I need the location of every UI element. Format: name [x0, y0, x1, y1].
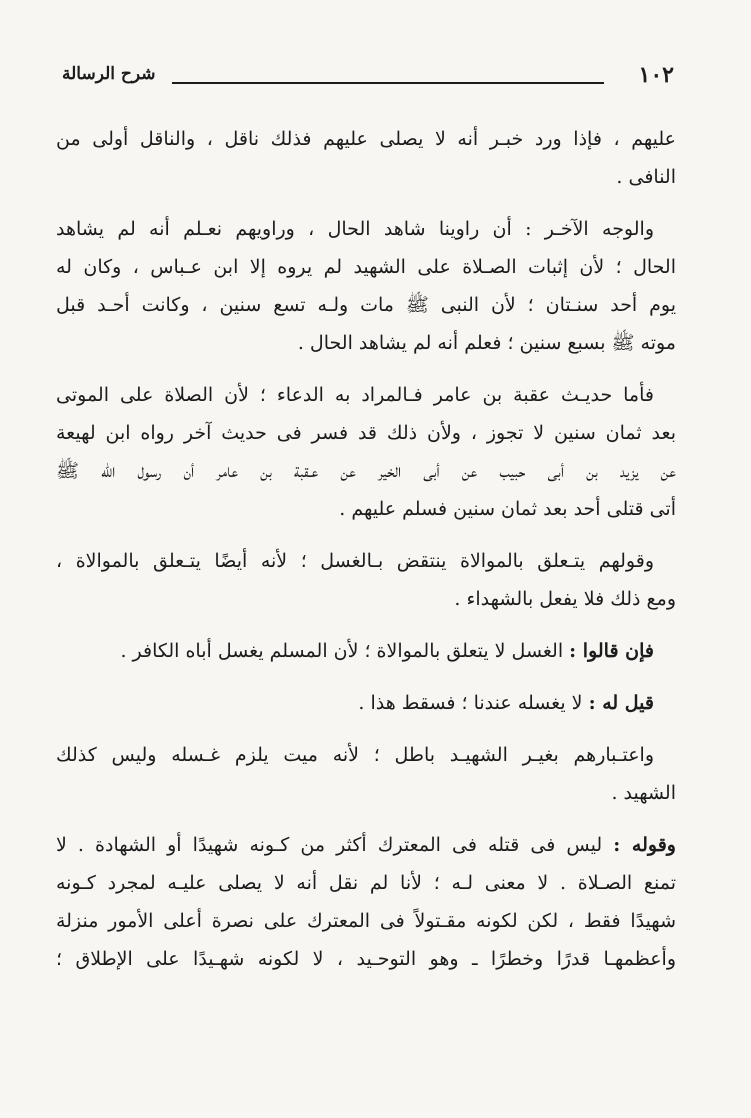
text-line: واعتـبارهم بغيـر الشهيـد باطل ؛ لأنه ميت يلزم غـسله وليس كذلك — [56, 744, 654, 766]
text-line: النافى . — [616, 166, 676, 188]
text-line: موته ﷺ بسبع سنين ؛ فعلم أنه لم يشاهد الحال . — [297, 332, 676, 354]
lead-phrase: قيل له : — [588, 692, 654, 714]
paragraph-8 — [56, 826, 676, 978]
text-line: بعد ثمان سنين لا تجوز ، ولأن ذلك قد فسر فى حديث آخر رواه ابن لهيعة — [56, 422, 676, 444]
text-line — [56, 632, 676, 670]
paragraph-3 — [56, 376, 676, 528]
paragraph-6 — [56, 684, 676, 722]
page-body — [56, 120, 676, 992]
text-line — [56, 826, 676, 864]
text-line: الشهيد . — [611, 782, 676, 804]
text-line: يوم أحد سنـتان ؛ لأن النبى ﷺ مات ولـه تسع سنين ، وكانت أحـد قبل — [56, 294, 676, 316]
text-line: أتى قتلى أحد بعد ثمان سنين فسلم عليهم . — [339, 498, 676, 520]
text-line — [56, 684, 676, 722]
text-line: شهيدًا فقط ، لكن لكونه مقـتولاً فى المعترك على نصرة أعلى الأمور منزلة — [56, 910, 676, 932]
text-line: والوجه الآخـر : أن راوينا شاهد الحال ، وراويهم نعـلم أنه لم يشاهد — [56, 218, 654, 240]
text-line: تمنع الصـلاة . لا معنى لـه ؛ لأنا لم نقل أنه لا يصلى عليـه لمجرد كـونه — [56, 872, 676, 894]
text-line: الحال ؛ لأن إثبات الصـلاة على الشهيد لم يروه إلا ابن عـباس ، وكان له — [56, 256, 676, 278]
text-line: وقولهم يتـعلق بالموالاة ينتقض بـالغسل ؛ لأنه أيضًا يتـعلق بالموالاة ، — [56, 550, 654, 572]
text-line: وأعظمهـا قدرًا وخطرًا ـ وهو التوحـيد ، لا لكونه شهـيدًا على الإطلاق ؛ — [56, 948, 676, 970]
lead-phrase: وقوله : — [613, 834, 676, 856]
text-line: ومع ذلك فلا يفعل بالشهداء . — [454, 588, 676, 610]
page-header — [62, 62, 674, 96]
line-text: ليس فى قتله فى المعترك أكثر من كـونه شهيدًا أو الشهادة . لا — [56, 834, 603, 856]
paragraph-5 — [56, 632, 676, 670]
running-title: شرح الرسالة — [62, 64, 156, 84]
line-text: الغسل لا يتعلق بالموالاة ؛ لأن المسلم يغسل أباه الكافر . — [120, 640, 564, 662]
paragraph-7 — [56, 736, 676, 812]
page-number: ١٠٢ — [638, 62, 674, 88]
lead-phrase: فإن قالوا : — [569, 640, 654, 662]
paragraph-2 — [56, 210, 676, 362]
text-line: عليهم ، فإذا ورد خبـر أنه لا يصلى عليهم فذلك ناقل ، والناقل أولى من — [56, 128, 676, 150]
text-line: فأما حديـث عقبة بن عامر فـالمراد به الدعاء ؛ لأن الصلاة على الموتى — [56, 384, 654, 406]
text-line: عن يزيد بن أبى حبيب عن أبى الخير عن عـقبة بن عامر أن رسول الله ﷺ — [56, 460, 676, 482]
line-text: لا يغسله عندنا ؛ فسقط هذا . — [358, 692, 583, 714]
header-rule — [172, 82, 604, 84]
paragraph-4 — [56, 542, 676, 618]
paragraph-1 — [56, 120, 676, 196]
